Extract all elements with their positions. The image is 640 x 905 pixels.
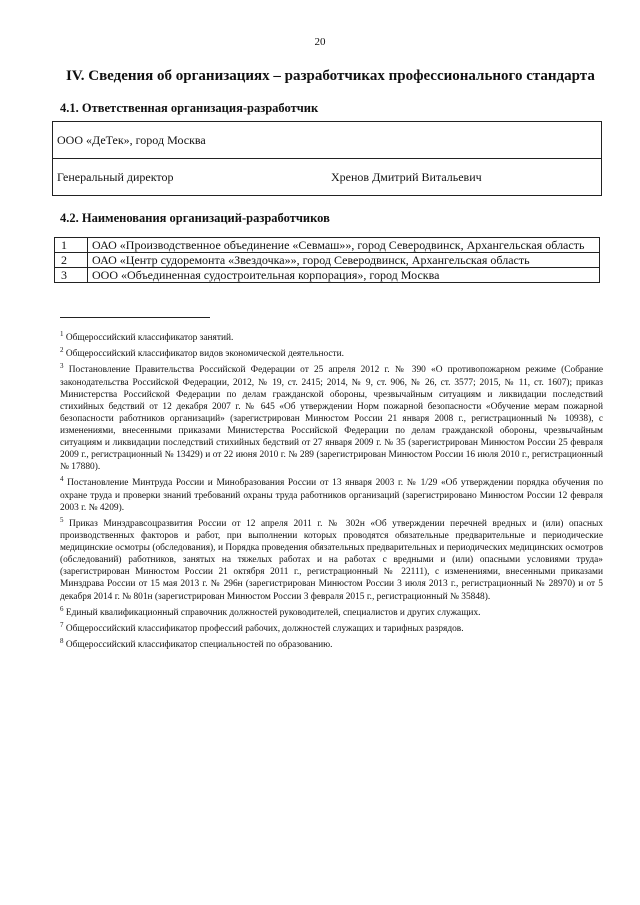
table-row <box>55 253 600 268</box>
footnote-text: Постановление Минтруда России и Минобразования России от 13 января 2003 г. № 1/29 «Об утверждении порядка обучения по охране труда и проверки знаний требований охраны труда работников организаций (зарегистрировано Минюстом России 12 февраля 2003 г. № 4209). <box>60 478 604 513</box>
footnote <box>60 473 603 513</box>
responsible-signatory-row <box>53 159 602 196</box>
section-title: IV. Сведения об организациях – разработчиках профессионального стандарта <box>66 68 595 84</box>
footnote-mark: 4 <box>60 475 64 484</box>
footnote-text: Общероссийский классификатор специальностей по образованию. <box>65 640 333 651</box>
footnote-mark: 2 <box>60 346 64 355</box>
developer-orgs-table <box>54 237 600 283</box>
responsible-org-name: ООО «ДеТек», город Москва <box>53 122 602 159</box>
org-name: ООО «Объединенная судостроительная корпорация», город Москва <box>88 268 600 283</box>
row-number: 1 <box>55 238 88 253</box>
footnote-mark: 6 <box>60 604 64 613</box>
page-number: 20 <box>314 36 326 48</box>
responsible-org-table <box>52 121 602 196</box>
footnote-text: Приказ Минздравсоцразвития России от 12 апреля 2011 г. № 302н «Об утверждении перечней вредных и (или) опасных производственных факторов и работ, при выполнении которых проводятся обязательные предварительные и периодические медицинские осмотры (обследования), и Порядка проведения обязательных предварительных и периодических медицинских осмотров (обследований) работников, занятых на тяжелых работах и на работах с вредными и (или) опасными условиями труда» (зарегистрирован Минюстом России 21 октября 2011 г., регистрационный № 22111), с изменениями, внесенными приказами Минздрава России от 15 мая 2013 г. № 296н (зарегистрирован Минюстом России 3 июля 2013 г., регистрационный № 28970) и от 5 декабря 2014 г. № 801н (зарегистрирован Минюстом России 3 февраля 2015 г., регистрационный № 35848). <box>60 518 603 602</box>
table-row <box>55 268 600 283</box>
footnote-text: Постановление Правительства Российской Федерации от 25 апреля 2012 г. № 390 «О противопожарном режиме (Собрание законодательства Российской Федерации, 2012, № 19, ст. 2415; 2014, № 9, ст. 906, № 26, ст. 3577; 2015, № 11, ст. 1607); приказ Министерства Российской Федерации по делам гражданской обороны, чрезвычайным ситуациям и ликвидации последствий стихийных бедствий от 12 декабря 2007 г. № 645 «Об утверждении Норм пожарной безопасности «Обучение мерам пожарной безопасности работников организаций» (зарегистрирован Минюстом России 21 января 2008 г., регистрационный № 10938), с изменениями, внесенными приказами Министерства Российской Федерации по делам гражданской обороны, чрезвычайным ситуациям и ликвидации последствий стихийных бедствий от 27 января 2009 г. № 35 (зарегистрирован Минюстом России 25 февраля 2009 г., регистрационный № 13429) и от 22 июня 2010 г. № 289 (зарегистрирован Минюстом России 16 июля 2010 г., регистрационный № 17880). <box>60 365 604 473</box>
footnote-text: Общероссийский классификатор занятий. <box>65 333 234 344</box>
footnote <box>60 360 603 473</box>
footnote-text: Единый квалификационный справочник должностей руководителей, специалистов и других служащих. <box>65 607 481 618</box>
org-name: ОАО «Производственное объединение «Севмаш»», город Северодвинск, Архангельская область <box>88 238 600 253</box>
org-name: ОАО «Центр судоремонта «Звездочка»», город Северодвинск, Архангельская область <box>88 253 600 268</box>
footnote <box>60 328 603 344</box>
footnote-text: Общероссийский классификатор видов экономической деятельности. <box>65 349 345 360</box>
responsible-org-heading: 4.1. Ответственная организация-разработчик <box>60 101 319 115</box>
footnote <box>60 344 603 360</box>
developer-orgs-heading: 4.2. Наименования организаций-разработчиков <box>60 211 330 225</box>
director-position: Генеральный директор <box>53 159 302 196</box>
footnote <box>60 635 603 651</box>
footnote-divider <box>60 317 210 318</box>
footnote <box>60 603 603 619</box>
footnote-mark: 7 <box>60 620 64 629</box>
footnote-mark: 8 <box>60 637 64 646</box>
footnote-mark: 1 <box>60 330 64 338</box>
footnote <box>60 514 603 603</box>
footnote-mark: 3 <box>60 362 64 371</box>
footnote <box>60 619 603 635</box>
director-name: Хренов Дмитрий Витальевич <box>301 159 602 196</box>
row-number: 2 <box>55 253 88 268</box>
row-number: 3 <box>55 268 88 283</box>
footnote-text: Общероссийский классификатор профессий рабочих, должностей служащих и тарифных разрядов. <box>65 623 464 634</box>
table-row <box>55 238 600 253</box>
footnote-mark: 5 <box>60 515 64 524</box>
footnotes <box>60 328 603 651</box>
